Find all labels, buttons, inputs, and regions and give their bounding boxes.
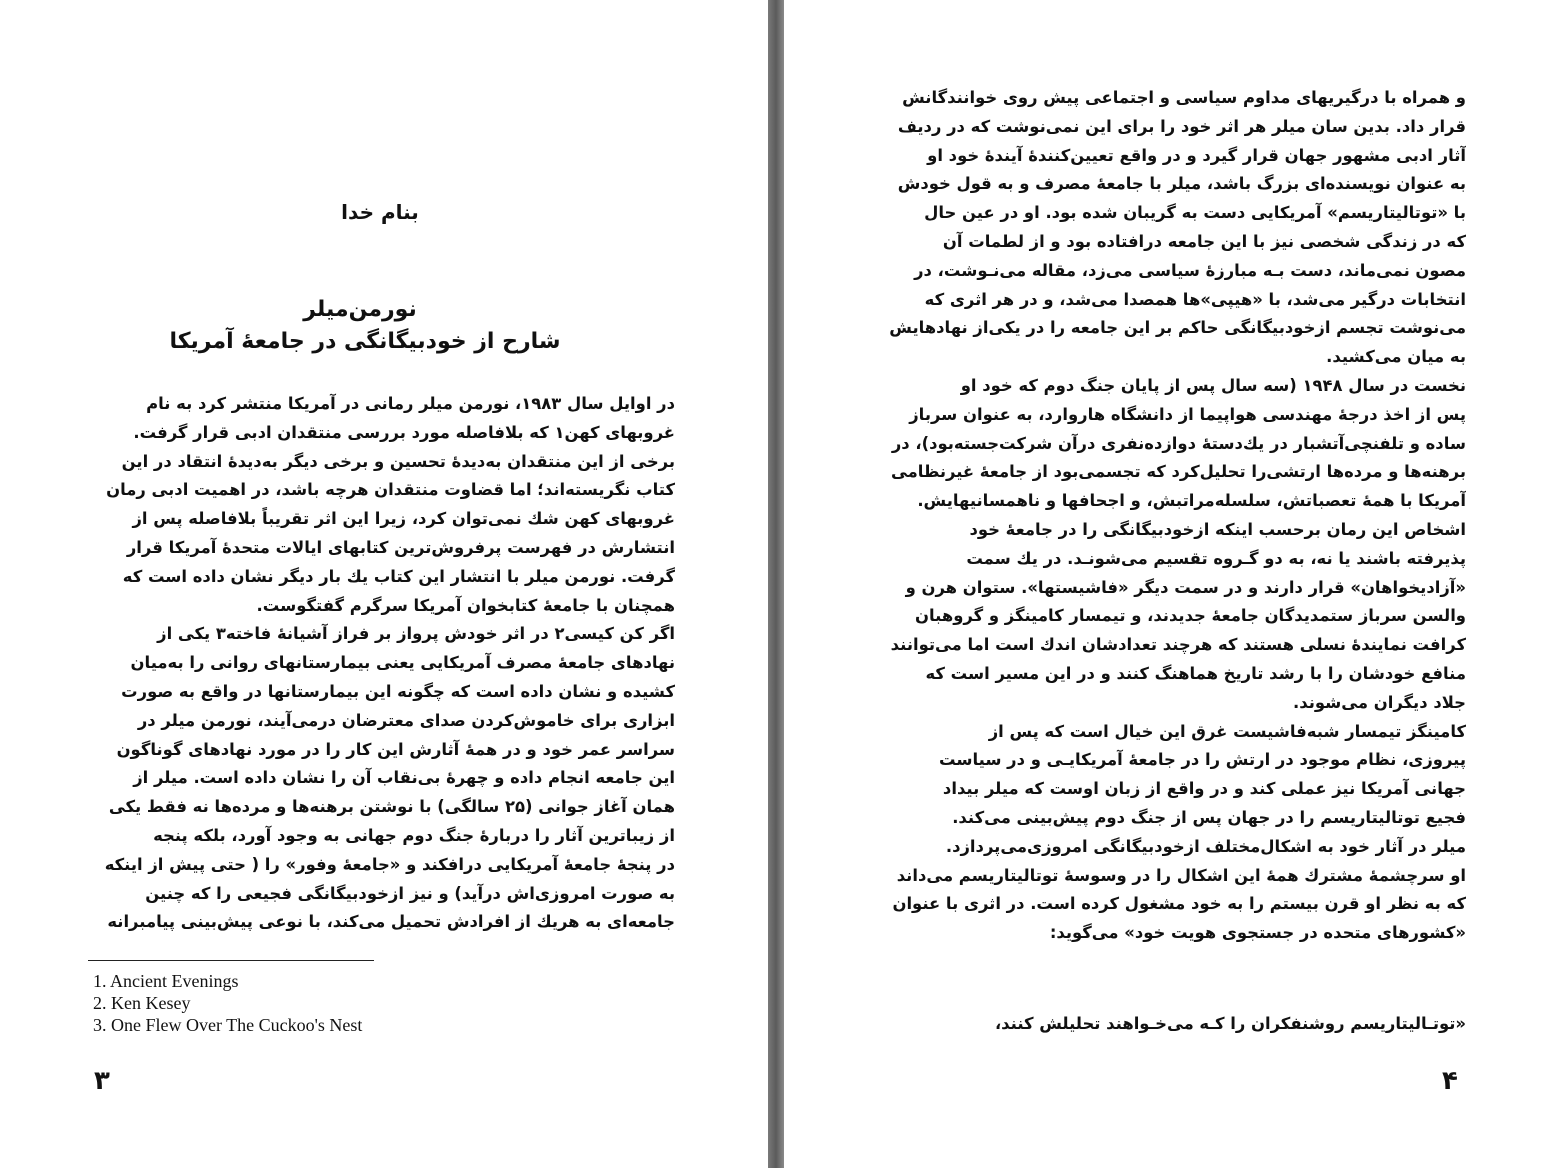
text-line: جامعه‌ای به هریك از افرادش تحمیل می‌کند، با نوعی پیش‌بینی پیامبرانه	[107, 912, 675, 932]
text-line: میلر در آثار خود به اشکال‌مختلف ازخودبیگانگی امروزی‌می‌پردازد.	[945, 836, 1466, 856]
text-line: پیروزی، نظام موجود در ارتش را در جامعهٔ آمریکایـی و در سیاست	[939, 750, 1466, 770]
text-line: آمریکا با همهٔ تعصباتش، سلسله‌مراتبش، و اجحافها و ناهمسانیهایش.	[917, 491, 1466, 511]
text-line: برخی از این منتقدان به‌دیدهٔ تحسین و برخی دیگر به‌دیدهٔ انتقاد در این	[121, 451, 675, 471]
left-body-text	[95, 390, 675, 937]
text-line: که به نظر او قرن بیستم را به خود مشغول کرده است. در اثری با عنوان	[892, 894, 1466, 914]
text-line: غروبهای کهن شك نمی‌توان کرد، زیرا این اثر تقریباً بلافاصله پس از	[132, 509, 675, 529]
text-line: با «توتالیتاریسم» آمریکایی دست به گریبان شده بود. او در عین حال	[924, 203, 1466, 223]
text-line: کتاب نگریسته‌اند؛ اما قضاوت منتقدان هرچه باشد، در اهمیت ادبی رمان	[106, 480, 675, 500]
text-line: این جامعه انجام داده و چهرهٔ بی‌نقاب آن را نشان داده است. میلر از	[133, 768, 675, 788]
footnote-item: 3. One Flew Over The Cuckoo's Nest	[93, 1015, 363, 1035]
text-line: نهادهای جامعهٔ مصرف آمریکایی یعنی بیمارستانهای روانی را به‌میان	[130, 653, 675, 673]
text-line: قرار داد. بدین سان میلر هر اثر خود را برای این نمی‌نوشت که در ردیف	[897, 116, 1466, 136]
text-line: می‌نوشت تجسم ازخودبیگانگی حاکم بر این جامعه را در یکی‌از نهادهایش	[889, 318, 1466, 338]
text-line: پس از اخذ درجهٔ مهندسی هواپیما از دانشگاه هاروارد، به عنوان سرباز	[909, 404, 1466, 424]
text-line: در اوایل سال ۱۹۸۳، نورمن میلر رمانی در آمریکا منتشر کرد به نام	[146, 394, 675, 413]
left-page	[0, 0, 768, 1168]
footnote-divider	[88, 960, 374, 961]
text-line: «آزادیخواهان» قرار دارند و در سمت دیگر «فاشیستها». ستوان هرن و	[905, 577, 1466, 597]
quote-line: «توتـالیتاریسم روشنفکران را کـه می‌خـواهند تحلیلش کنند،	[994, 1014, 1466, 1033]
text-line: غروبهای کهن۱ که بلافاصله مورد بررسی منتقدان ادبی قرار گرفت.	[133, 422, 675, 442]
text-line: به میان می‌کشید.	[1326, 347, 1466, 367]
text-line: سراسر عمر خود و در همهٔ آثارش این کار را در مورد نهادهای گوناگون	[116, 739, 675, 759]
text-line: نخست در سال ۱۹۴۸ (سه سال پس از پایان جنگ دوم که خود او	[960, 375, 1466, 395]
text-line: و همراه با درگیریهای مداوم سیاسی و اجتماعی پیش روی خوانندگانش	[902, 88, 1466, 107]
bismillah-heading: بنام خدا	[341, 200, 419, 224]
text-line: ساده و تلفنچی‌آتشبار در یك‌دستهٔ دوازده‌نفری درآن شرکت‌جسته‌بود)، در	[891, 433, 1466, 453]
text-line: در پنجهٔ جامعهٔ آمریکایی درافکند و «جامعهٔ وفور» را ( حتی پیش از اینکه	[104, 854, 675, 874]
text-line: اگر کن کیسی۲ در اثر خودش پرواز بر فراز آشیانهٔ فاخته۳ یکی از	[157, 624, 675, 644]
text-line: فجیع توتالیتاریسم را در جهان پس از جنگ دوم پیش‌بینی می‌کند.	[952, 807, 1466, 827]
text-line: همان آغاز جوانی (۲۵ سالگی) با نوشتن برهنه‌ها و مرده‌ها نه فقط یکی	[108, 797, 675, 817]
footnotes	[93, 970, 513, 1036]
text-line: به عنوان نویسنده‌ای بزرگ باشد، میلر با جامعهٔ مصرف و به قول خودش	[897, 174, 1466, 194]
text-line: کشیده و نشان داده است که چگونه این بیمارستانها در واقع به صورت	[121, 681, 675, 701]
text-line: انتشارش در فهرست پرفروش‌ترین کتابهای ایالات متحدهٔ آمریکا قرار	[126, 537, 675, 557]
chapter-title-subtitle: شارح از خودبیگانگی در جامعهٔ آمریکا	[169, 329, 561, 354]
right-page	[784, 0, 1552, 1168]
text-line: مصون نمی‌ماند، دست بـه مبارزهٔ سیاسی می‌زد، مقاله می‌نـوشت، در	[914, 260, 1466, 280]
text-line: پذیرفته باشند یا نه، به دو گـروه تقسیم می‌شونـد. در یك سمت	[966, 548, 1466, 568]
book-gutter	[768, 0, 784, 1168]
footnote-item: 1. Ancient Evenings	[93, 971, 239, 991]
text-line: کامینگز تیمسار شبه‌فاشیست غرق این خیال است که پس از	[988, 721, 1466, 741]
text-line: والسن سرباز ستمدیدگان جامعهٔ جدیدند، و تیمسار کامینگز و گروهبان	[915, 606, 1466, 626]
text-line: انتخابات درگیر می‌شد، با «هیپی»ها همصدا می‌شد، و در هر اثری که	[924, 289, 1466, 309]
text-line: گرفت. نورمن میلر با انتشار این کتاب یك بار دیگر نشان داده است که	[122, 566, 675, 586]
text-line: جلاد دیگران می‌شوند.	[1293, 692, 1466, 712]
text-line: جهانی آمریکا نیز عملی کند و در واقع از زبان اوست که میلر بیداد	[942, 779, 1466, 799]
text-line: آثار ادبی مشهور جهان قرار گیرد و در واقع تعیین‌کنندهٔ آیندهٔ خود او	[927, 145, 1466, 165]
text-line: برهنه‌ها و مرده‌ها ارتشی‌را تحلیل‌کرد که تجسمی‌بود از جامعهٔ غیرنظامی	[891, 462, 1466, 482]
text-line: همچنان با جامعهٔ کتابخوان آمریکا سرگرم گفتگوست.	[256, 595, 675, 615]
page-number-right: ۴	[1442, 1066, 1458, 1096]
text-line: از زیباترین آثار را دربارهٔ جنگ دوم جهانی به وجود آورد، بلکه پنجه	[153, 825, 675, 845]
chapter-title-author: نورمن‌میلر	[303, 297, 417, 322]
text-line: «کشورهای متحده در جستجوی هویت خود» می‌گوید:	[1049, 923, 1466, 943]
text-line: ابزاری برای خاموش‌کردن صدای معترضان درمی‌آیند، نورمن میلر در	[137, 710, 675, 730]
text-line: اشخاص این رمان برحسب اینکه ازخودبیگانگی را در جامعهٔ خود	[969, 519, 1466, 539]
text-line: که در زندگی شخصی نیز با این جامعه درافتاده بود و از لطمات آن	[942, 231, 1466, 251]
footnote-item: 2. Ken Kesey	[93, 993, 191, 1013]
text-line: کرافت نمایندهٔ نسلی هستند که هرچند تعدادشان اندك است اما می‌توانند	[890, 635, 1466, 655]
text-line: منافع خودشان را با رشد تاریخ هماهنگ کنند و در این مسیر است که	[925, 663, 1466, 683]
text-line: او سرچشمهٔ مشترك همهٔ این اشکال را در وسوسهٔ توتالیتاریسم می‌داند	[896, 865, 1466, 885]
right-body-text	[882, 84, 1466, 948]
text-line: به صورت امروزی‌اش درآید) و نیز ازخودبیگانگی فجیعی را که چنین	[145, 883, 675, 903]
page-number-left: ۳	[94, 1066, 110, 1096]
